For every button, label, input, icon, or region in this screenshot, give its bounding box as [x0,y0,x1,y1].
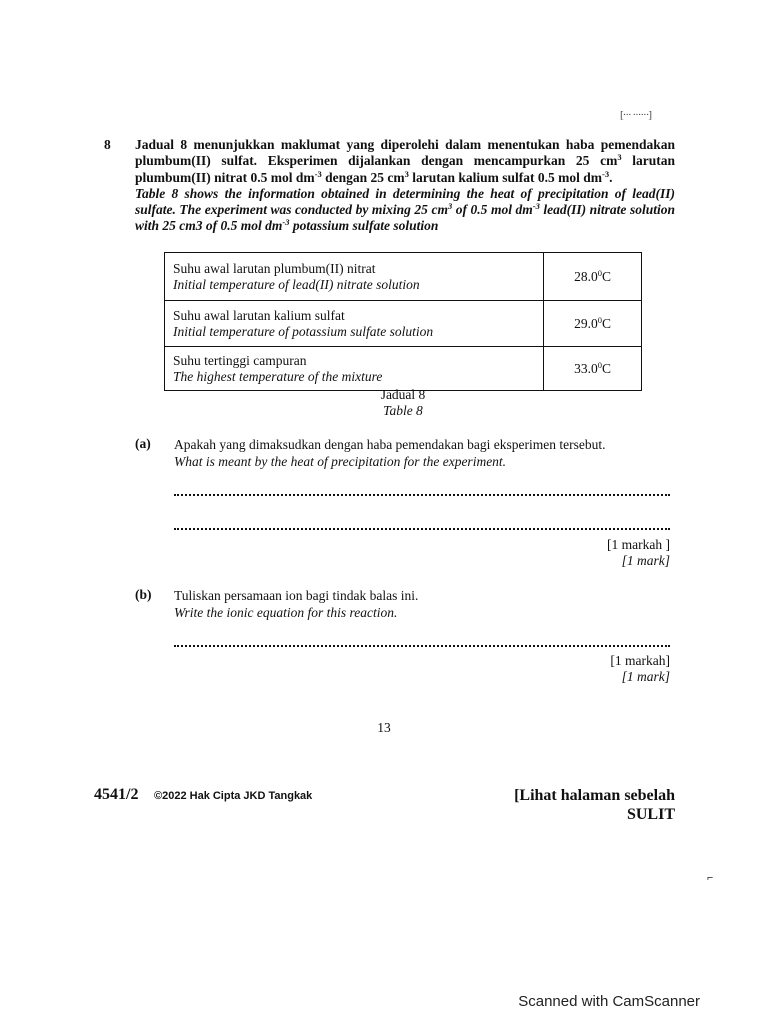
table-cell-label: Suhu awal larutan kalium sulfat Initial temperature of potassium sulfate solution [165,301,544,347]
question-number: 8 [104,137,111,152]
stem-english: Table 8 shows the information obtained in determining the heat of precipitation of lead(II) sulfate. The experiment was conducted by mixing 25 $cm^3$ of 0.5 mol $dm^{-3}$ lead(II) nitrate solution with 25 cm3 of 0.5 mol $dm^{-3}$ potassium sulfate solution [135,185,675,234]
table-row [165,347,642,391]
question-stem [135,137,675,235]
page-number: 13 [377,720,391,735]
part-b-marks: [1 markah] [1 mark] [610,653,670,684]
part-a-question: Apakah yang dimaksudkan dengan haba pemendakan bagi eksperimen tersebut. What is meant by the heat of precipitation for the experiment. [174,437,606,469]
answer-line[interactable] [174,528,670,530]
footer-right [514,786,675,824]
answer-line[interactable] [174,645,670,647]
table-cell-value: 33.0$^0$C [544,347,642,391]
table-cell-value: 28.0$^0$C [544,253,642,301]
table-caption-malay: Jadual 8 [380,387,426,402]
table-row [165,253,642,301]
header-fragment: [··· ······] [620,109,652,121]
next-page-note: [Lihat halaman sebelah [514,787,675,804]
answer-line[interactable] [174,494,670,496]
table-row [165,301,642,347]
part-a-label: (a) [135,436,151,451]
table-cell-label: Suhu tertinggi campuran The highest temperature of the mixture [165,347,544,391]
part-b-question: Tuliskan persamaan ion bagi tindak balas ini. Write the ionic equation for this reaction. [174,588,419,620]
scan-artifact-icon: ⌐ [707,872,714,884]
temperature-table [164,252,642,391]
classification-label: SULIT [626,806,675,823]
paper-code: 4541/2 [94,786,139,803]
table-caption-english: Table 8 [383,403,423,418]
table-cell-label: Suhu awal larutan plumbum(II) nitrat Initial temperature of lead(II) nitrate solution [165,253,544,301]
part-a-marks: [1 markah ] [1 mark] [607,537,670,568]
copyright-notice: ©2022 Hak Cipta JKD Tangkak [154,790,313,802]
table-cell-value: 29.0$^0$C [544,301,642,347]
part-b-label: (b) [135,587,152,602]
stem-malay: Jadual 8 menunjukkan maklumat yang diperolehi dalam menentukan haba pemendakan plumbum(II) sulfat. Eksperimen dijalankan dengan mencampurkan 25 $cm^3$ larutan plumbum(II) nitrat 0.5 mol $dm^{-3}$ dengan 25 $cm^3$ larutan kalium sulfat 0.5 mol $dm^{-3}$. [135,137,675,185]
scanner-watermark: Scanned with CamScanner [518,993,700,1010]
